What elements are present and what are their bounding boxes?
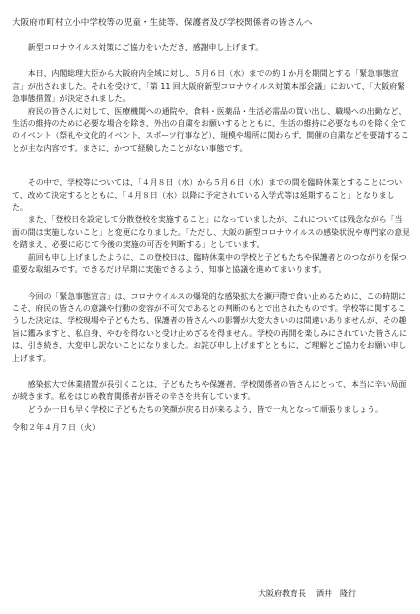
apology-paragraph: 今回の「緊急事態宣言」は、コロナウイルスの爆発的な感染拡大を瀬戸際で食い止めるために、この時期にこそ、府民の皆さんの意識や行動の変容が不可欠であるとの判断のもとで出されたものです。学校等に関するこうした決定は、学校現場や子どもたち、保護者の皆さんへの影響が大変大きいのは間違いありませんが、その趣旨に鑑みますと、私自身、やむを得ないと受け止めざるを得ません。学校の再開を楽しみにされていた皆さんには、引き続き、大変申し訳ないことになりました。お詫び申し上げますとともに、ご理解とご協力をお願い申し上げます。	[12, 291, 408, 363]
school-closure-paragraph: その中で、学校等については、「４月８日（水）から５月６日（水）までの間を臨時休業とすることについて、改めて決定するとともに、「４月８日（水）以降に予定されている入学式等は延期すること」となりました。	[12, 178, 403, 213]
spacer	[12, 54, 410, 68]
attendance-importance-paragraph: 前回も申し上げましたように、この登校日は、臨時休業中の学校と子どもたちや保護者とのつながりを保つ重要な取組みです。できるだけ早期に実施できるよう、知事と協議を進めてまいります。	[12, 252, 407, 275]
spacer	[12, 155, 410, 177]
spacer	[12, 365, 410, 379]
attendance-day-paragraph: また、「登校日を設定して分散登校を実施すること」になっていましたが、これについては残念ながら「当面の間は実施しないこと」と変更になりました。「ただし、大阪の新型コロナウイルスの感染状況や専門家の意見を踏まえ、必要に応じて今後の実施の可否を判断する」としています。	[12, 215, 411, 250]
declaration-paragraph: 本日、内閣総理大臣から大阪府内全域に対し、５月６日（水）までの約１か月を期間とする「緊急事態宣言」が出されました。それを受けて、「第 11 回大阪府新型コロナウイルス対策本部会議」において、「大阪府緊急事態措置」が決定されました。	[12, 69, 406, 104]
document-date: 令和２年４月７日（火）	[12, 423, 100, 433]
hardship-paragraph: 感染拡大で休業措置が長引くことは、子どもたちや保護者、学校関係者の皆さんにとって、本当に辛い局面が続きます。私をはじめ教育関係者が皆その辛さを共有しています。	[12, 379, 407, 402]
document-heading: 大阪府市町村立小中学校等の児童・生徒等、保護者及び学校関係者の皆さんへ	[12, 18, 313, 28]
signature-title: 大阪府教育長	[258, 589, 306, 598]
spacer	[12, 277, 410, 291]
greeting-paragraph: 新型コロナウイルス対策にご協力をいただき、感謝申し上げます。	[27, 43, 264, 52]
signature	[258, 588, 356, 600]
signature-name: 酒井 隆行	[316, 589, 356, 598]
encouragement-paragraph: どうか一日も早く学校に子どもたちの笑顔が戻る日が来るよう、皆で一丸となって頑張りましょう。	[27, 404, 383, 414]
request-paragraph: 府民の皆さんに対して、医療機関への通院や、食料・医薬品・生活必需品の買い出し、職場への出勤など、生活の維持のために必要な場合を除き、外出の自粛をお願いするとともに、生活の維持に必要なものを除く全てのイベント（祭礼や文化的イベント、スポーツ行事など）、規模や場所に関わらず、開催の自粛などを要請することが主な内容です。まさに、かつて経験したことがない事態です。	[12, 106, 409, 153]
